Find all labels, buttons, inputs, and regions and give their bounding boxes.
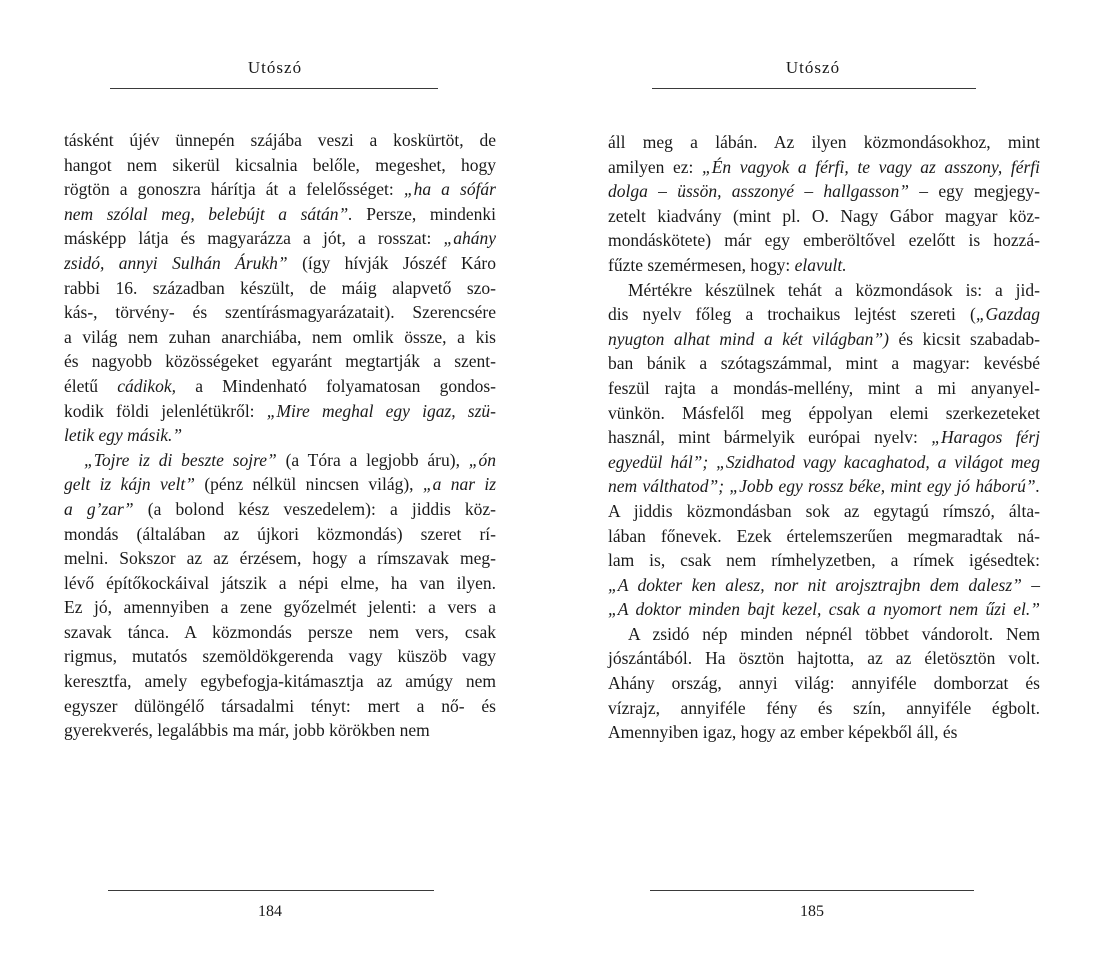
italic-text: „Én vagyok a férfi, te vagy az asszony, férfi [701,156,1040,177]
text-line [608,548,1040,573]
text-run: ban bánik a szótagszámmal, mint a magyar: kevésbé [608,353,1040,374]
text-line [64,128,496,153]
text-line [64,325,496,350]
text-line [608,155,1040,180]
italic-text: nyugton alhat mind a két világban”) [608,328,889,349]
text-run: Ez jó, amennyiben a zene győzelmét jelenti: a vers a [64,597,496,618]
text-run: és nagyobb közösségeket egyaránt megtartják a szent- [64,351,496,372]
italic-text: nem válthatod”; „Jobb egy rossz béke, mint egy jó háború”. [608,476,1040,497]
text-run: A jiddis közmondásban sok az egytagú rímszó, álta- [608,500,1040,521]
text-run: rabbi 16. században készült, de máig alapvető szo- [64,277,496,298]
italic-text: „Gazdag [975,304,1040,325]
foot-rule [108,890,434,891]
text-line [64,522,496,547]
text-line [608,179,1040,204]
italic-text: „Haragos férj [931,427,1040,448]
text-line [64,571,496,596]
text-run: kás-, törvény- és szentírásmagyarázatait). Szerencsére [64,302,496,323]
italic-text: „A dokter ken alesz, nor nit arojsztrajbn dem dalesz” – [608,574,1040,595]
italic-text: egyedül hál”; „Szidhatod vagy kacaghatod, a világot meg [608,451,1040,472]
text-line [608,524,1040,549]
text-run: másképp látja és magyarázza a jót, a rosszat: [64,228,444,249]
text-line [64,251,496,276]
text-run: életű [64,375,118,396]
text-run: Mértékre készülnek tehát a közmondások is: a jid- [628,279,1040,300]
text-line [64,276,496,301]
running-head: Utószó [247,58,303,77]
italic-text: „Mire meghal egy igaz, szü- [266,400,496,421]
italic-text: a g’zar” [64,498,134,519]
italic-text: „A doktor minden bajt kezel, csak a nyomort nem űzi el.” [608,599,1040,620]
text-run: áll meg a lábán. Az ilyen közmondásokhoz, mint [608,132,1040,152]
text-run: (a bolond kész veszedelem): a jiddis köz- [133,498,497,519]
page-body [64,128,496,743]
text-run: amilyen ez: [608,156,702,177]
text-line [608,278,1040,303]
text-run: feszül rajta a mondás-mellény, mint a mi anyanyel- [608,377,1040,398]
text-run: gyerekverés, legalábbis ma már, jobb körökben nem [64,720,430,741]
head-rule [652,88,976,89]
text-line [64,448,496,473]
text-run: mondás (általában az újkori közmondás) szeret rí- [64,523,496,544]
text-line [608,130,1040,155]
text-run: Ahány ország, annyi világ: annyiféle domborzat és [608,673,1040,694]
text-run: kodik földi jelenlétükről: [64,400,267,421]
italic-text: gelt iz kájn velt” [64,474,196,495]
text-line [608,327,1040,352]
text-run: fűzte szemérmesen, hogy: [608,254,795,275]
text-run: hangot nem sikerül kicsalnia belőle, megeshet, hogy [64,154,496,175]
head-rule [110,88,438,89]
italic-text: nem szólal meg, belebújt a sátán”. [64,203,353,224]
text-line [608,253,1040,278]
text-line [608,474,1040,499]
running-head: Utószó [785,58,841,77]
text-run: mondáskötete) már egy emberöltővel ezelőtt is hozzá- [608,230,1040,251]
text-run: szavak tánca. A közmondás persze nem vers, csak [64,621,496,642]
text-line [64,694,496,719]
text-line [64,374,496,399]
text-run: keresztfa, amely egybefogja-kitámasztja az amúgy nem [64,671,496,692]
text-run: egyszer dülöngélő társadalmi tényt: mert a nő- és [64,695,496,716]
text-line [608,450,1040,475]
text-line [64,202,496,227]
right-page [550,0,1100,957]
italic-text: „a nar iz [422,474,496,495]
text-line [64,423,496,448]
text-run: a Mindenható folyamatosan gondos- [176,375,496,396]
text-run: rigmus, mutatós szemöldökgerenda vagy küszöb vagy [64,646,496,667]
text-line [64,595,496,620]
text-run: (pénz nélkül nincsen világ), [195,474,423,495]
text-line [64,718,496,743]
text-line [64,669,496,694]
text-line [608,671,1040,696]
page-body [608,130,1040,745]
italic-text: „Tojre iz di beszte sojre” [84,449,277,470]
italic-text: cádikok, [117,375,177,396]
text-run: használ, mint bármelyik európai nyelv: [608,427,932,448]
text-line [608,401,1040,426]
text-run: (így hívják Jószéf Káro [287,252,496,273]
text-line [64,226,496,251]
text-line [608,302,1040,327]
text-line [64,349,496,374]
foot-rule [650,890,974,891]
text-line [64,399,496,424]
text-line [608,351,1040,376]
italic-text: „ha a sófár [403,179,496,200]
italic-text: „ahány [443,228,496,249]
text-line [64,497,496,522]
text-line [608,499,1040,524]
text-run: lévő építőkockáival játszik a népi elme, ha van ilyen. [64,572,496,593]
text-run: jószántából. Ha ösztön hajtotta, az az életösztön volt. [608,648,1040,669]
italic-text: elavult. [794,254,847,275]
text-line [608,228,1040,253]
text-run: rögtön a gonoszra hárítja át a felelősséget: [64,179,404,200]
text-line [64,300,496,325]
text-line [64,546,496,571]
text-line [64,620,496,645]
text-run: Persze, mindenki [352,203,496,224]
text-line [64,177,496,202]
text-line [608,720,1040,745]
text-line [608,573,1040,598]
text-line [64,153,496,178]
text-run: lában főnevek. Ezek értelemszerűen megmaradtak ná- [608,525,1040,546]
text-line [608,597,1040,622]
text-run: lam is, csak nem rímhelyzetben, a rímek igésedtek: [608,550,1040,571]
text-run: tásként újév ünnepén szájába veszi a koskürtöt, de [64,130,496,150]
text-run: vünkön. Másfelől meg éppolyan elemi szerkezeteket [608,402,1040,423]
text-line [608,425,1040,450]
page-number: 185 [800,903,824,920]
text-run: (a Tóra a legjobb áru), [276,449,469,470]
page-number: 184 [258,903,282,920]
text-line [64,472,496,497]
text-run: A zsidó nép minden népnél többet vándorolt. Nem [628,623,1040,644]
text-line [608,204,1040,229]
text-run: vízrajz, annyiféle fény és szín, annyiféle égbolt. [608,697,1040,718]
text-run: Amennyiben igaz, hogy az ember képekből áll, és [608,722,958,743]
italic-text: letik egy másik.” [64,425,183,446]
text-line [608,696,1040,721]
italic-text: zsidó, annyi Sulhán Árukh” [64,252,288,273]
italic-text: „ón [468,449,496,470]
text-run: – egy megjegy- [908,181,1041,202]
text-run: zetelt kiadvány (mint pl. O. Nagy Gábor magyar köz- [608,205,1040,226]
text-line [608,376,1040,401]
italic-text: dolga – üssön, asszonyé – hallgasson” [608,181,909,202]
text-line [608,622,1040,647]
text-run: melni. Sokszor az az érzésem, hogy a rímszavak meg- [64,548,496,569]
text-line [608,646,1040,671]
text-line [64,644,496,669]
text-run: dis nyelv főleg a trochaikus lejtést szereti ( [608,304,976,325]
text-run: a világ nem zuhan anarchiába, nem omlik össze, a kis [64,326,496,347]
text-run: és kicsit szabadab- [888,328,1040,349]
